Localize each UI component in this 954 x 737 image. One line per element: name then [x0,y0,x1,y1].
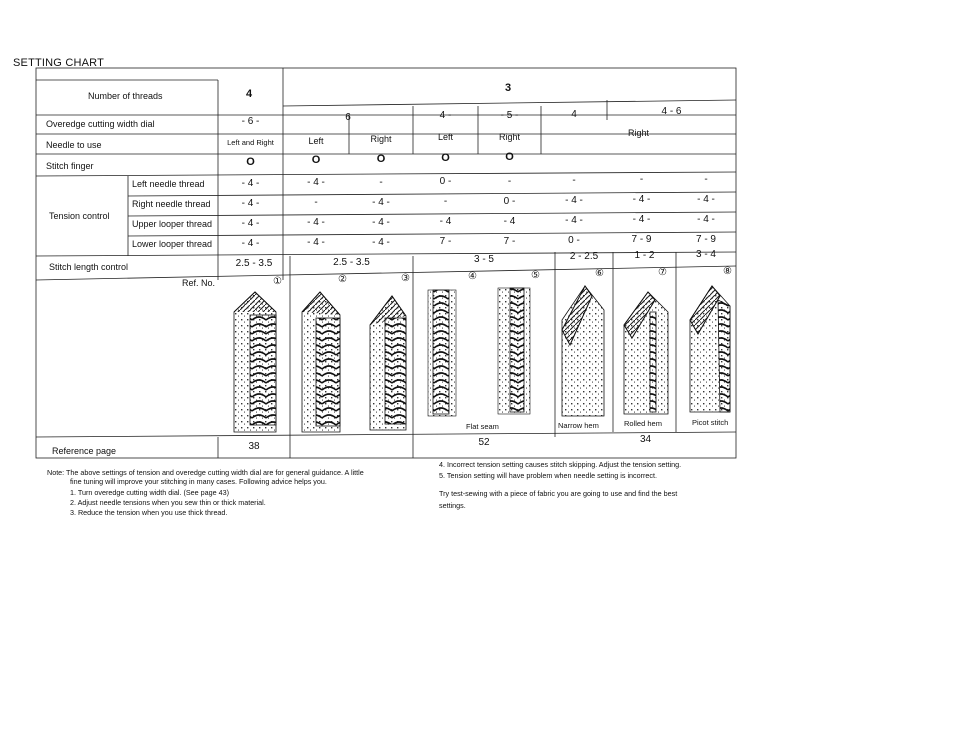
stitch-1-illustration [234,292,276,432]
tension-upper-value: - 4 [439,216,452,228]
tension-left-value: - [507,175,512,187]
note-line: 4. Incorrect tension setting causes stitch skipping. Adjust the tension setting. [439,460,682,469]
label-tension-control: Tension control [49,211,110,221]
stitch-7-illustration [624,292,668,414]
tension-lower-value: - 4 - [241,238,260,249]
caption-narrow-hem: Narrow hem [558,421,599,430]
tension-upper-value: - 4 - [697,213,715,225]
dial-value: - 5 - [500,110,519,121]
dial-value: - 6 - [241,116,260,127]
ref-page-value: 38 [248,441,260,452]
finger-mark: O [505,151,514,163]
dial-value: 4 [571,109,577,120]
dial-value: 4 - 6 [661,106,682,117]
tension-lower-value: 7 - [439,236,452,248]
threads-three: 3 [505,82,512,94]
finger-mark: O [246,156,255,168]
needle-value: Left [437,132,453,142]
ref-page-value: 52 [478,437,490,448]
tension-upper-value: - 4 - [241,218,260,229]
ref-number: ⑥ [595,268,604,279]
note-line: 3. Reduce the tension when you use thick thread. [70,508,228,517]
stitch-length-value: 2 - 2.5 [569,251,599,262]
tension-upper-value: - 4 - [372,216,390,228]
threads-four: 4 [246,88,253,100]
stitch-length-value: 2.5 - 3.5 [235,258,273,269]
tension-right-value: - 4 - [632,194,651,206]
stitch-length-value: 3 - 4 [695,249,716,260]
label-ref-no: Ref. No. [182,278,216,288]
ref-number: ⑧ [723,266,732,277]
note-line: settings. [439,501,466,510]
stitch-length-value: 3 - 5 [473,254,494,265]
tension-right-value: - 4 - [697,193,715,205]
stitch-length-value: 1 - 2 [634,250,655,261]
tension-right-value: - 4 - [241,198,260,209]
ref-number: ① [273,276,282,287]
stitch-6-illustration [562,286,604,416]
needle-value: Right [627,128,649,138]
note-line: Try test-sewing with a piece of fabric you are going to use and find the best [439,489,678,498]
note-line: fine tuning will improve your stitching in many cases. Following advice helps you. [70,477,327,486]
needle-value: Left [308,136,324,146]
ref-number: ④ [468,271,477,282]
tension-right-value: 0 - [503,195,516,207]
finger-mark: O [441,152,450,164]
dial-value: 4 - [439,110,452,121]
tension-left-value: 0 - [439,176,452,188]
label-number-of-threads: Number of threads [88,91,163,101]
tension-left-value: - 4 - [241,178,260,189]
tension-upper-value: - 4 - [307,217,325,229]
ref-number: ③ [401,273,410,284]
tension-right-value: - 4 - [372,196,390,208]
label-stitch-finger: Stitch finger [46,161,94,171]
stitch-3-illustration [370,296,406,430]
tension-left-value: - [639,174,644,186]
dial-value: 6 [345,112,351,123]
tension-right-value: - [443,196,448,208]
tension-upper-value: - 4 [503,215,516,227]
needle-value: Right [370,134,392,144]
tension-left-value: - [572,175,576,186]
needle-value: Left and Right [227,138,274,147]
stitch-5-illustration [498,288,530,414]
tension-left-value: - [379,176,383,188]
caption-flat-seam: Flat seam [466,422,499,431]
label-upper-looper: Upper looper thread [132,219,213,229]
caption-picot-stitch: Picot stitch [692,418,729,427]
tension-left-value: - [704,173,708,185]
finger-mark: O [311,154,321,166]
ref-number: ⑤ [531,270,540,281]
ref-number: ⑦ [658,267,667,278]
stitch-4-illustration [428,290,456,416]
label-reference-page: Reference page [52,446,117,456]
tension-lower-value: 7 - [503,235,516,247]
stitch-8-illustration [690,286,730,412]
caption-rolled-hem: Rolled hem [624,419,662,428]
label-overedge-dial: Overedge cutting width dial [46,119,155,129]
tension-lower-value: - 4 - [307,237,325,249]
tension-lower-value: 7 - 9 [695,233,716,245]
tension-upper-value: - 4 - [565,215,583,226]
tension-lower-value: - 4 - [372,236,390,248]
stitch-length-value: 2.5 - 3.5 [333,257,370,268]
label-left-needle: Left needle thread [132,179,205,189]
tension-left-value: - 4 - [307,177,325,189]
chart-title: SETTING CHART [13,57,105,69]
stitch-2-illustration [302,292,340,432]
finger-mark: O [376,153,386,165]
tension-right-value: - [314,197,318,209]
note-line: 5. Tension setting will have problem when needle setting is incorrect. [439,471,658,480]
tension-right-value: - 4 - [565,195,583,206]
tension-upper-value: - 4 - [632,214,651,226]
label-right-needle: Right needle thread [132,199,211,209]
note-line: Note: The above settings of tension and overedge cutting width dial are for general guidance. A little [47,468,364,477]
label-lower-looper: Lower looper thread [132,239,213,249]
ref-number: ② [338,274,347,285]
tension-lower-value: 0 - [568,235,580,246]
label-stitch-length: Stitch length control [49,262,129,272]
needle-value: Right [498,132,520,142]
tension-lower-value: 7 - 9 [631,234,652,246]
note-line: 2. Adjust needle tensions when you sew thin or thick material. [70,498,266,507]
label-needle-to-use: Needle to use [46,140,102,150]
note-line: 1. Turn overedge cutting width dial. (See page 43) [70,488,230,497]
ref-page-value: 34 [639,434,652,445]
